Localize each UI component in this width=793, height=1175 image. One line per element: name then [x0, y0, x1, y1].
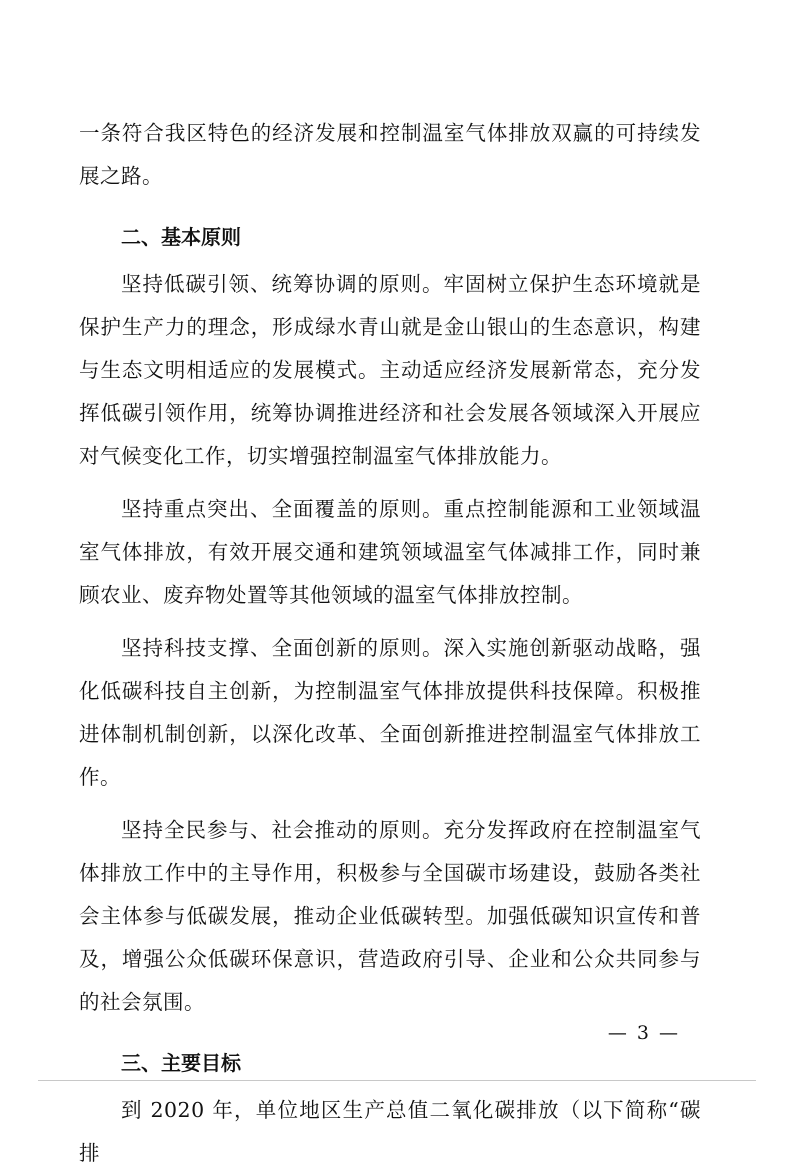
- footer-divider: [38, 1080, 756, 1081]
- lead-paragraph: 一条符合我区特色的经济发展和控制温室气体排放双赢的可持续发展之路。: [79, 121, 701, 188]
- goal-paragraph-1: 到 2020 年，单位地区生产总值二氧化碳排放（以下简称“碳排: [79, 1098, 701, 1165]
- section-heading-main-goals: 三、主要目标: [121, 1051, 241, 1075]
- page-number: — 3 —: [607, 1022, 680, 1044]
- principle-paragraph-2: 坚持重点突出、全面覆盖的原则。重点控制能源和工业领域温室气体排放，有效开展交通和建筑领域温室气体减排工作，同时兼顾农业、废弃物处置等其他领域的温室气体排放控制。: [79, 497, 701, 607]
- document-page: [79, 112, 701, 1175]
- principle-paragraph-1: 坚持低碳引领、统筹协调的原则。牢固树立保护生态环境就是保护生产力的理念，形成绿水青山就是金山银山的生态意识，构建与生态文明相适应的发展模式。主动适应经济发展新常态，充分发挥低碳引领作用，统筹协调推进经济和社会发展各领域深入开展应对气候变化工作，切实增强控制温室气体排放能力。: [79, 272, 701, 468]
- section-heading-basic-principles: 二、基本原则: [121, 225, 241, 249]
- principle-paragraph-4: 坚持全民参与、社会推动的原则。充分发挥政府在控制温室气体排放工作中的主导作用，积极参与全国碳市场建设，鼓励各类社会主体参与低碳发展，推动企业低碳转型。加强低碳知识宣传和普及，增强公众低碳环保意识，营造政府引导、企业和公众共同参与的社会氛围。: [79, 818, 701, 1014]
- principle-paragraph-3: 坚持科技支撑、全面创新的原则。深入实施创新驱动战略，强化低碳科技自主创新，为控制温室气体排放提供科技保障。积极推进体制机制创新，以深化改革、全面创新推进控制温室气体排放工作。: [79, 636, 701, 789]
